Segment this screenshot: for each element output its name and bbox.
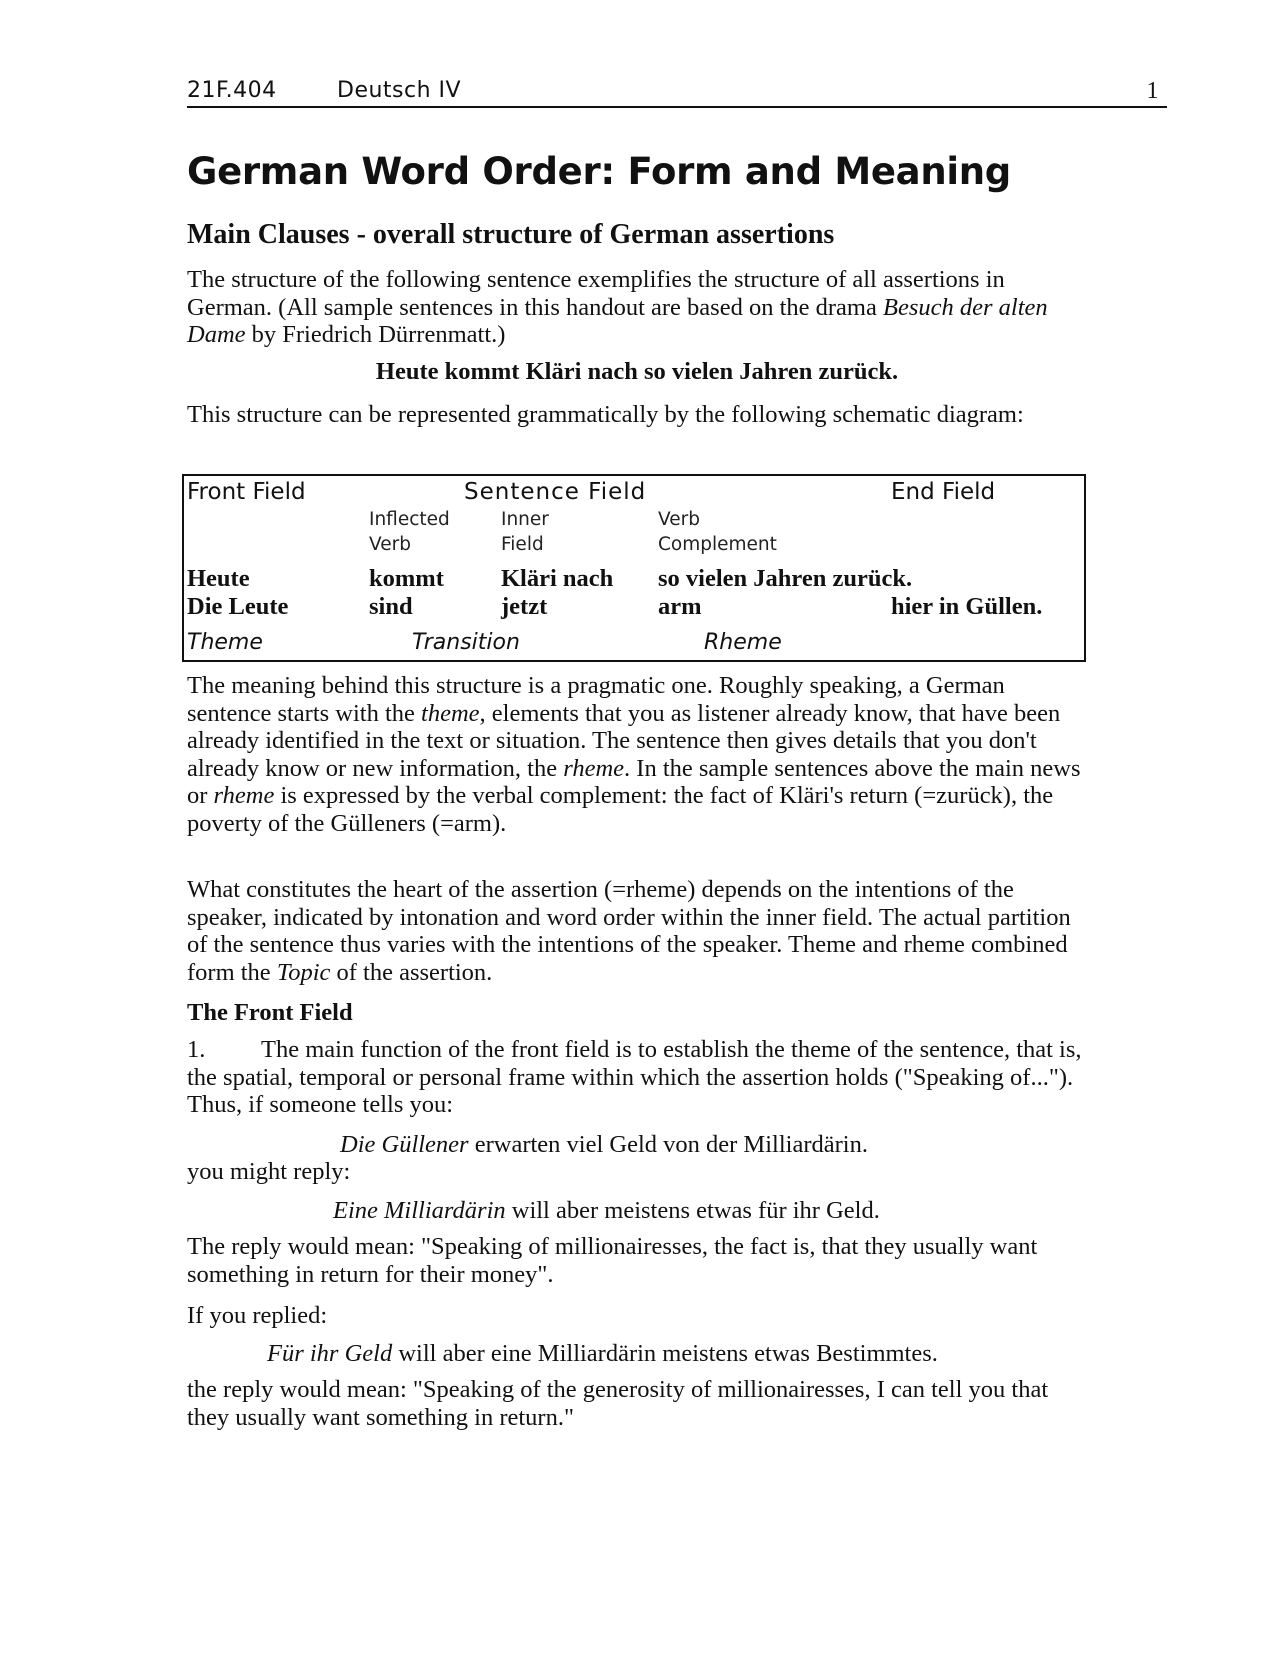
transition-label: Transition [412, 630, 520, 655]
example-sentence: Heute kommt Kläri nach so vielen Jahren zurück. [375, 358, 899, 385]
heart-text-2: of the assertion. [330, 958, 493, 986]
page-number: 1 [1146, 78, 1159, 104]
inflected-verb-label-2: Verb [369, 534, 411, 555]
row1-inner: Kläri nach [501, 565, 614, 592]
inner-field-label-2: Field [501, 534, 544, 555]
course-number: 21F.404 [187, 78, 277, 103]
verb-complement-label-2: Complement [658, 534, 777, 555]
meaning-term-theme: theme [421, 699, 480, 727]
heart-text-1: What constitutes the heart of the assertion (=rheme) depends on the intentions of the speaker, indicated by intonation and word order within the inner field. The actual partition of the sentence thus varies with the intentions of the speaker. Theme and rheme combined form the [187, 876, 1071, 986]
intro-text: The structure of the following sentence exemplifies the structure of all assertions in German. (All sample sentences in this handout are based on the drama [187, 266, 1005, 321]
item-1-number: 1. [187, 1036, 206, 1063]
front-field-heading: The Front Field [187, 999, 353, 1026]
running-header [187, 74, 1167, 108]
example-3-rest: will aber eine Milliardärin meistens etwas Bestimmtes. [392, 1340, 938, 1367]
meaning-text-1: The meaning behind this structure is a pragmatic one. Roughly speaking, a German sentence starts with the [187, 672, 1005, 727]
row1-inflected: kommt [369, 565, 444, 592]
example-2-rest: will aber meistens etwas für ihr Geld. [505, 1197, 880, 1224]
sentence-field-header: Sentence Field [464, 479, 647, 505]
item-1 [187, 1036, 1087, 1119]
meaning-term-rheme: rheme [563, 754, 625, 782]
section-heading: Main Clauses - overall structure of German assertions [187, 219, 835, 250]
verb-complement-label-1: Verb [658, 509, 700, 530]
example-1-rest: erwarten viel Geld von der Milliardärin. [468, 1131, 868, 1158]
meaning-text-3: . In the sample sentences above the main news or [187, 754, 1081, 809]
you-might-reply: you might reply: [187, 1158, 351, 1185]
example-2 [187, 1197, 1087, 1225]
heart-term-topic: Topic [276, 958, 331, 986]
example-1-front: Die Güllener [340, 1131, 469, 1158]
theme-label: Theme [187, 630, 263, 655]
if-you-replied: If you replied: [187, 1302, 328, 1329]
front-field-header: Front Field [187, 479, 306, 505]
row2-front: Die Leute [187, 593, 289, 620]
reply-meaning-2: the reply would mean: "Speaking of the generosity of millionairesses, I can tell you that they usually want something in return." [187, 1376, 1049, 1431]
example-3 [187, 1340, 1087, 1368]
schematic-diagram [182, 474, 1086, 662]
meaning-paragraph [187, 672, 1087, 837]
rheme-label: Rheme [704, 630, 782, 655]
meaning-term-rheme-2: rheme [213, 782, 275, 809]
end-field-header: End Field [891, 479, 996, 505]
row2-inflected: sind [369, 593, 413, 620]
row2-complement: arm [658, 593, 702, 620]
example-2-front: Eine Milliardärin [333, 1197, 506, 1224]
row1-front: Heute [187, 565, 250, 592]
intro-paragraph [187, 266, 1087, 349]
item-1-text: The main function of the front field is to establish the theme of the sentence, that is, the spatial, temporal or personal frame within which the assertion holds ("Speaking of..."). Thus, if someone tells you: [187, 1036, 1082, 1118]
diagram-intro: This structure can be represented grammatically by the following schematic diagram: [187, 401, 1024, 428]
meaning-text-2: , elements that you as listener already know, that have been already identified in the text or situation. The sentence then gives details that you don't already know or new information, the [187, 699, 1061, 782]
example-3-front: Für ihr Geld [267, 1340, 393, 1367]
work-title: Besuch der alten Dame [187, 293, 1048, 348]
heart-paragraph [187, 876, 1087, 986]
page-title: German Word Order: Form and Meaning [187, 150, 1011, 193]
row1-complement: so vielen Jahren zurück. [658, 565, 913, 592]
row2-end: hier in Güllen. [891, 593, 1043, 620]
reply-meaning-1: The reply would mean: "Speaking of millionairesses, the fact is, that they usually want something in return for their money". [187, 1233, 1038, 1288]
row2-inner: jetzt [501, 593, 548, 620]
example-1 [187, 1131, 1087, 1159]
inner-field-label-1: Inner [501, 509, 549, 530]
intro-text-end: by Friedrich Dürrenmatt.) [245, 321, 506, 348]
meaning-text-4: is expressed by the verbal complement: the fact of Kläri's return (=zurück), the poverty of the Gülleners (=arm). [187, 782, 1054, 837]
course-title: Deutsch IV [337, 78, 462, 103]
inflected-verb-label-1: Inflected [369, 509, 450, 530]
